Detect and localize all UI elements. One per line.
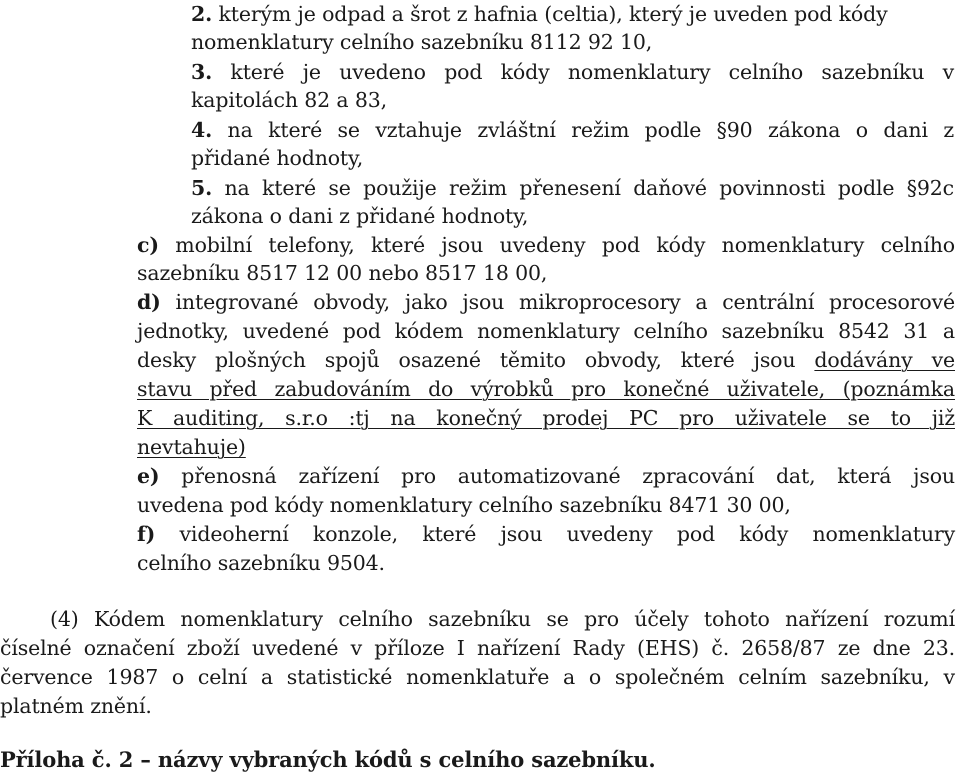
item-letter: f) [137,522,156,546]
item-letter: d) [137,290,161,314]
item-number: 3. [191,60,213,84]
item-number: 4. [191,118,213,142]
item-d-line-6: nevtahuje) [137,435,246,459]
item-2-line-2: nomenklatury celního sazebníku 8112 92 10, [191,30,653,54]
item-letter: e) [137,464,160,488]
item-text: které je uvedeno pod kódy nomenklatury celního sazebníku v [212,60,954,84]
annex-heading: Příloha č. 2 – názvy vybraných kódů s celního sazebníku. [0,747,656,772]
item-text: na které se použije režim přenesení daňové povinnosti podle §92c [212,176,954,200]
item-number: 2. [191,2,213,26]
item-d-line-4: stavu před zabudováním do výrobků pro konečné uživatele, (poznámka [137,377,955,401]
item-c-line-2: sazebníku 8517 12 00 nebo 8517 18 00, [137,261,548,285]
paragraph-4-line-4: platném znění. [0,694,152,718]
underlined-text: dodávány ve [814,348,955,372]
item-d-line-3 [137,346,955,374]
item-e-line-1 [137,462,955,490]
item-4-line-1 [191,116,954,144]
item-f-line-1 [137,520,955,548]
paragraph-4-line-1: (4) Kódem nomenklatury celního sazebníku se pro účely tohoto nařízení rozumí [50,607,955,631]
item-text: mobilní telefony, které jsou uvedeny pod kódy nomenklatury celního [158,233,955,257]
item-text: videoherní konzole, které jsou uvedeny pod kódy nomenklatury [155,522,955,546]
item-number: 5. [191,176,213,200]
item-text: přenosná zařízení pro automatizované zpracování dat, která jsou [159,464,955,488]
item-2-line-1 [191,0,888,28]
item-3-line-1 [191,58,954,86]
item-text: integrované obvody, jako jsou mikroprocesory a centrální procesorové [160,290,955,314]
item-text: desky plošných spojů osazené těmito obvody, které jsou [137,348,815,372]
paragraph-4-line-3: července 1987 o celní a statistické nomenklatuře a o společném celním sazebníku, v [0,665,955,689]
item-4-line-2: přidané hodnoty, [191,146,364,170]
item-text: kterým je odpad a šrot z hafnia (celtia), který je uveden pod kódy [212,2,888,26]
item-5-line-2: zákona o dani z přidané hodnoty, [191,204,529,228]
paragraph-4-line-2: číselné označení zboží uvedené v příloze I nařízení Rady (EHS) č. 2658/87 ze dne 23. [0,636,955,660]
item-d-line-5: K auditing, s.r.o :tj na konečný prodej PC pro uživatele se to již [137,406,955,430]
item-text: na které se vztahuje zvláštní režim podle §90 zákona o dani z [212,118,954,142]
item-5-line-1 [191,174,954,202]
item-f-line-2: celního sazebníku 9504. [137,551,385,575]
item-c-line-1 [137,231,955,259]
item-e-line-2: uvedena pod kódy nomenklatury celního sazebníku 8471 30 00, [137,493,791,517]
item-3-line-2: kapitolách 82 a 83, [191,88,387,112]
item-d-line-2: jednotky, uvedené pod kódem nomenklatury celního sazebníku 8542 31 a [137,319,955,343]
item-d-line-1 [137,288,955,316]
item-letter: c) [137,233,159,257]
